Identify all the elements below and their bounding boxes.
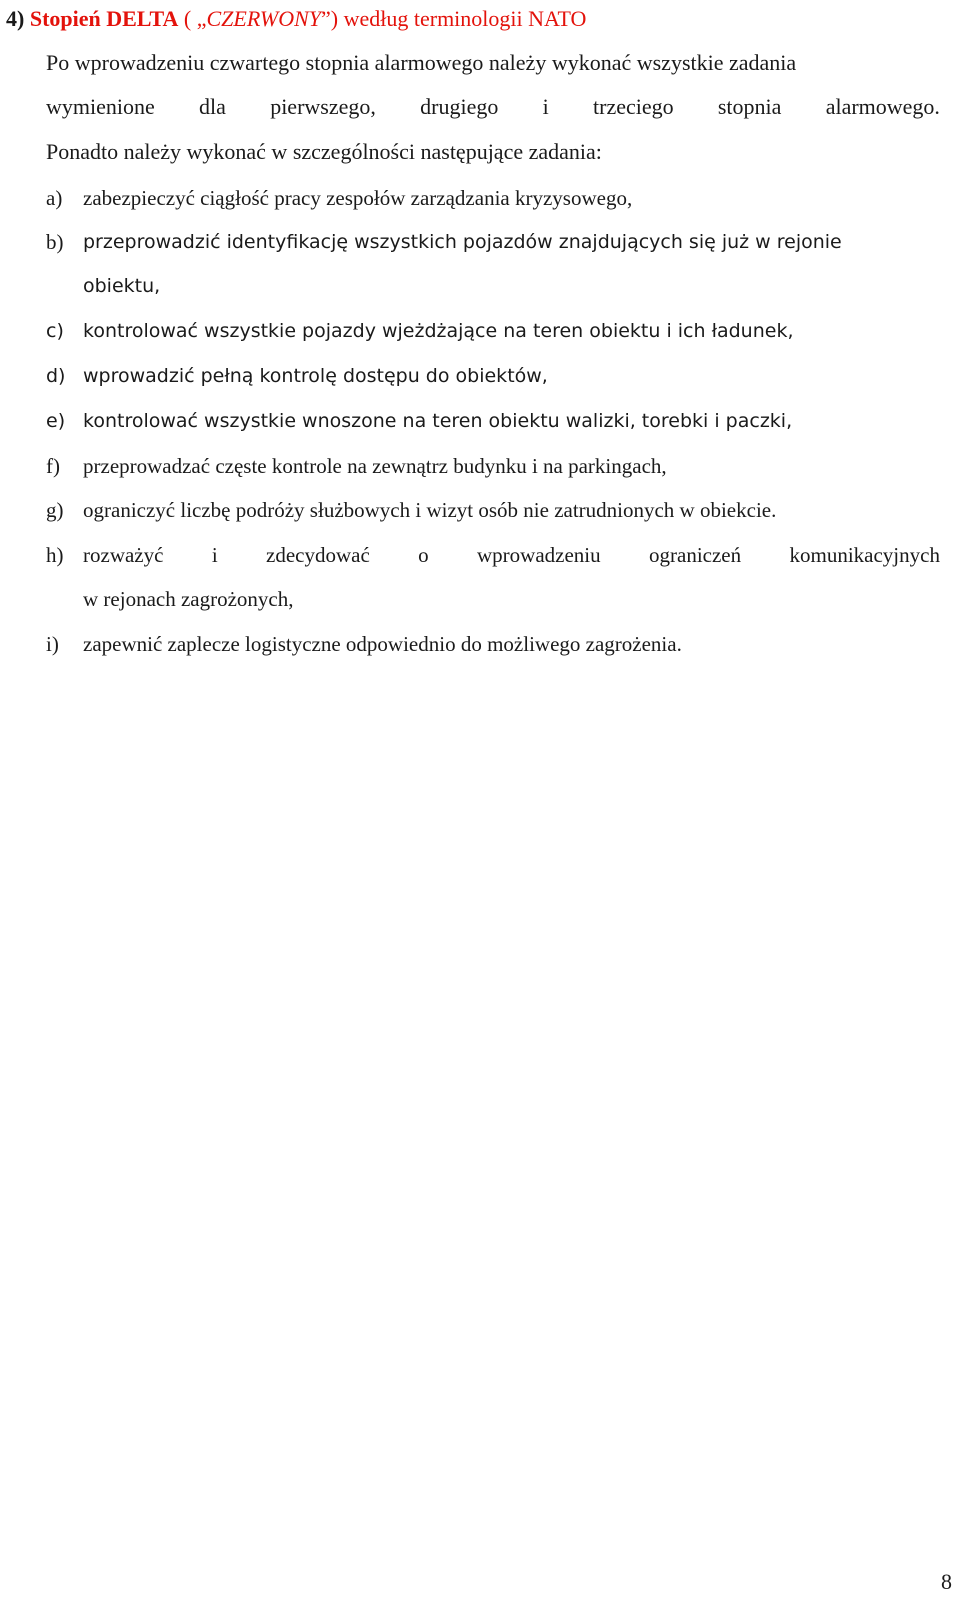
section-heading [6, 3, 586, 35]
intro-word: wymienione [46, 94, 155, 119]
heading-open-quote: ( „ [183, 6, 207, 31]
heading-delta: DELTA [106, 6, 179, 31]
section-number: 4) [6, 6, 25, 31]
item-text-continued: obiektu, [83, 275, 161, 297]
intro-word: i [542, 94, 549, 119]
item-marker: e) [46, 410, 66, 432]
item-word: i [211, 543, 218, 567]
item-text: zabezpieczyć ciągłość pracy zespołów zarządzania kryzysowego, [83, 186, 633, 210]
item-text: zapewnić zaplecze logistyczne odpowiednio do możliwego zagrożenia. [83, 632, 682, 656]
intro-word: alarmowego. [825, 94, 940, 119]
item-word: rozważyć [83, 543, 164, 567]
heading-rest: ”) według terminologii NATO [321, 6, 587, 31]
page-number: 8 [941, 1569, 952, 1594]
item-text: wprowadzić pełną kontrolę dostępu do obiektów, [83, 365, 548, 387]
item-marker: g) [46, 498, 64, 522]
item-word: komunikacyjnych [789, 543, 940, 567]
item-word: wprowadzeniu [477, 543, 601, 567]
item-text: kontrolować wszystkie pojazdy wjeżdżające na teren obiektu i ich ładunek, [83, 320, 794, 342]
intro-word: pierwszego, [270, 94, 376, 119]
item-text: przeprowadzić identyfikację wszystkich pojazdów znajdujących się już w rejonie [83, 231, 842, 253]
intro-line-3: Ponadto należy wykonać w szczególności następujące zadania: [46, 139, 602, 164]
heading-czerwony: CZERWONY [206, 6, 322, 31]
item-text: przeprowadzać częste kontrole na zewnątrz budynku i na parkingach, [83, 454, 667, 478]
item-marker: h) [46, 543, 64, 567]
item-text: kontrolować wszystkie wnoszone na teren obiektu walizki, torebki i paczki, [83, 410, 793, 432]
intro-word: dla [199, 94, 226, 119]
item-marker: f) [46, 454, 60, 478]
item-marker: b) [46, 230, 64, 254]
item-text [83, 540, 940, 570]
heading-stopien: Stopień [29, 6, 101, 31]
item-text-continued: w rejonach zagrożonych, [83, 587, 294, 611]
intro-word: trzeciego [593, 94, 674, 119]
item-text: ograniczyć liczbę podróży służbowych i wizyt osób nie zatrudnionych w obiekcie. [83, 498, 777, 522]
intro-word: stopnia [717, 94, 782, 119]
item-marker: d) [46, 365, 66, 387]
intro-word: drugiego [420, 94, 499, 119]
item-word: o [418, 543, 429, 567]
item-word: ograniczeń [649, 543, 742, 567]
intro-line-1: Po wprowadzeniu czwartego stopnia alarmowego należy wykonać wszystkie zadania [46, 50, 797, 75]
item-marker: a) [46, 186, 63, 210]
item-word: zdecydować [266, 543, 370, 567]
item-marker: i) [46, 632, 59, 656]
intro-line-2 [46, 92, 940, 122]
item-marker: c) [46, 320, 64, 342]
